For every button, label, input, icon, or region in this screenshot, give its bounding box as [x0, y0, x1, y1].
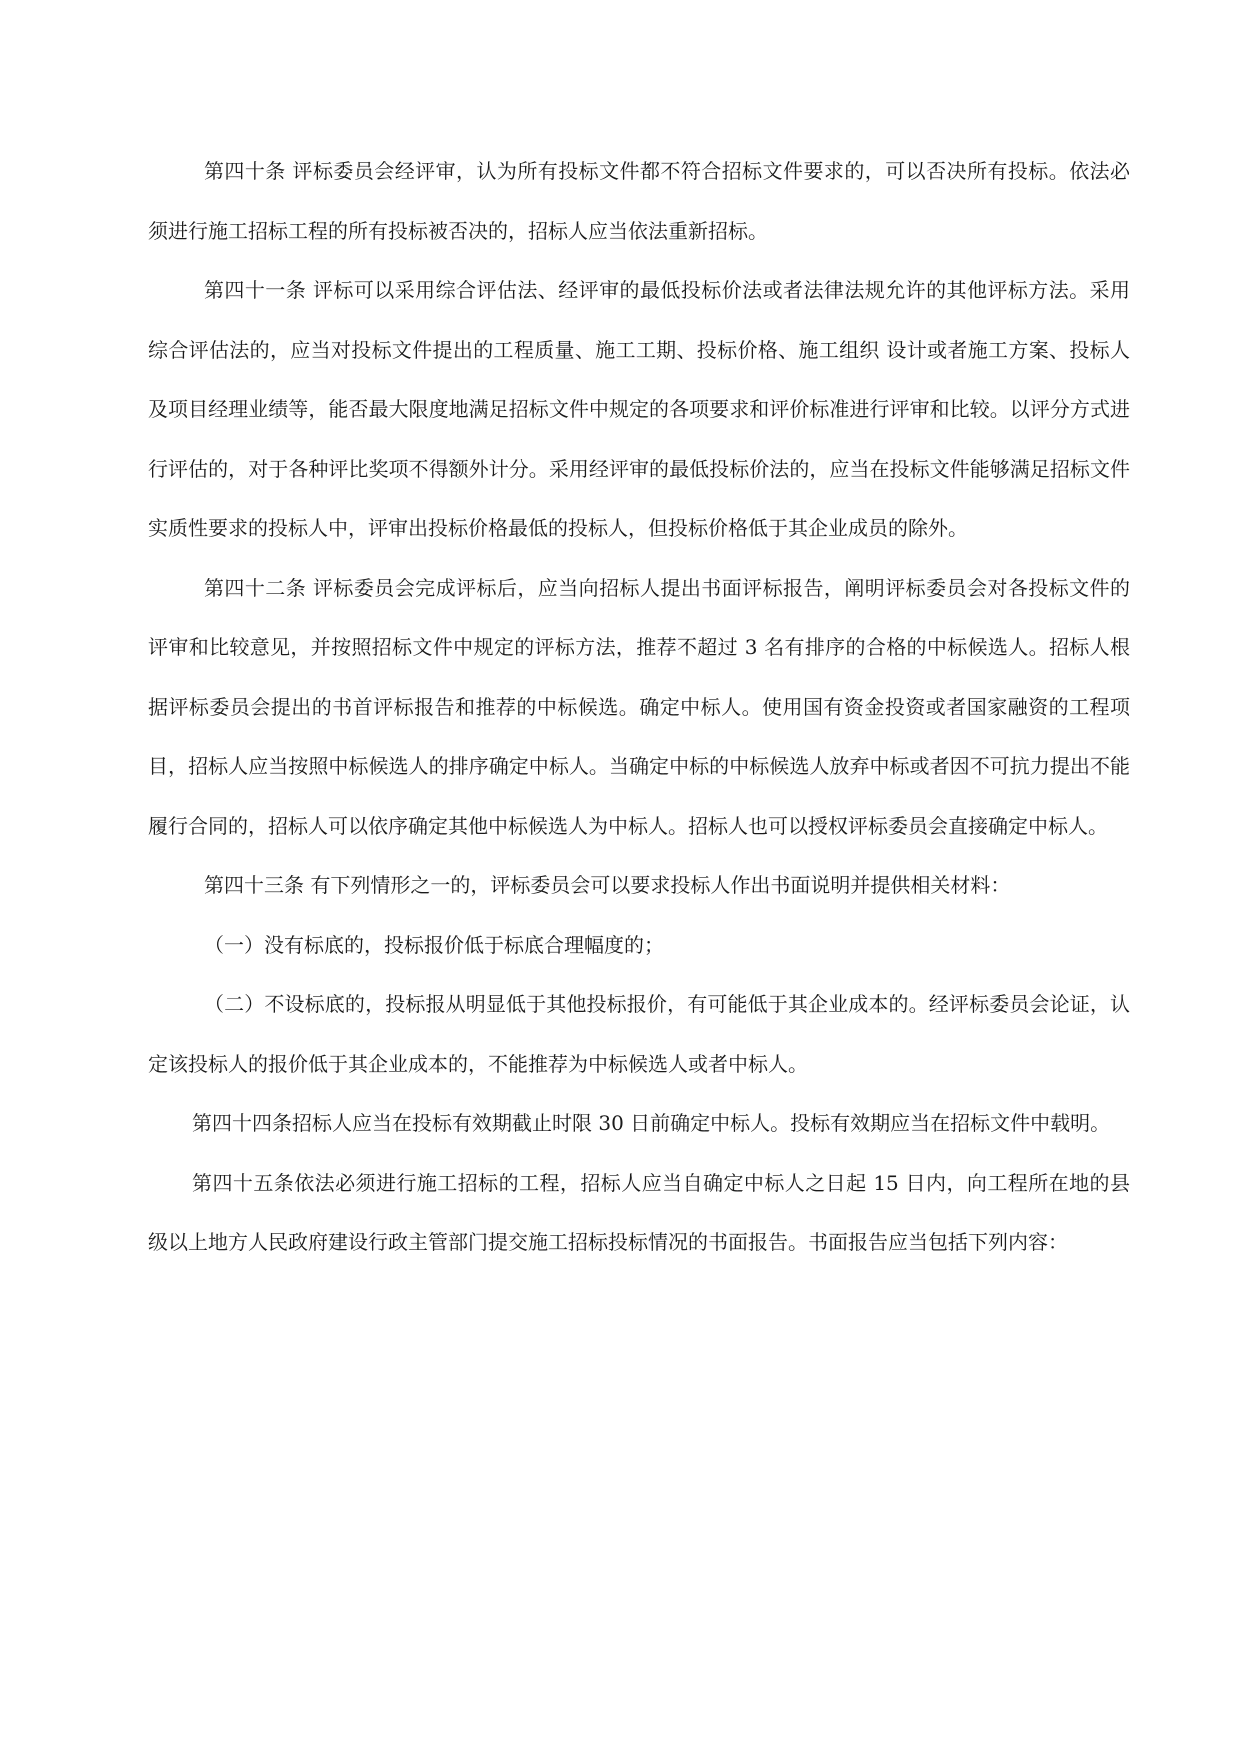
article-45-paragraph: 第四十五条依法必须进行施工招标的工程，招标人应当自确定中标人之日起 15 日内，向工程所在地的县级以上地方人民政府建设行政主管部门提交施工招标投标情况的书面报告。书面报告应当包括下列内容： [148, 1170, 1130, 1254]
article-40-paragraph: 第四十条 评标委员会经评审，认为所有投标文件都不符合招标文件要求的，可以否决所有投标。依法必须进行施工招标工程的所有投标被否决的，招标人应当依法重新招标。 [148, 159, 1130, 243]
article-41-paragraph: 第四十一条 评标可以采用综合评估法、经评审的最低投标价法或者法律法规允许的其他评标方法。采用综合评估法的，应当对投标文件提出的工程质量、施工工期、投标价格、施工组织 设计或者施工方案、投标人及项目经理业绩等，能否最大限度地满足招标文件中规定的各项要求和评价标准进行评审和比较。以评分方式进行评估的，对于各种评比奖项不得额外计分。采用经评审的最低投标价法的，应当在投标文件能够满足招标文件实质性要求的投标人中，评审出投标价格最低的投标人，但投标价格低于其企业成员的除外。 [148, 278, 1130, 540]
article-43-item-1: （一）没有标底的，投标报价低于标底合理幅度的； [204, 932, 664, 957]
article-43-paragraph: 第四十三条 有下列情形之一的，评标委员会可以要求投标人作出书面说明并提供相关材料： [204, 873, 1011, 897]
article-44-paragraph: 第四十四条招标人应当在投标有效期截止时限 30 日前确定中标人。投标有效期应当在招标文件中载明。 [192, 1111, 1111, 1135]
article-42-paragraph: 第四十二条 评标委员会完成评标后，应当向招标人提出书面评标报告，阐明评标委员会对各投标文件的评审和比较意见，并按照招标文件中规定的评标方法，推荐不超过 3 名有排序的合格的中标候选人。招标人根据评标委员会提出的书首评标报告和推荐的中标候选。确定中标人。使用国有资金投资或者国家融资的工程项目，招标人应当按照中标候选人的排序确定中标人。当确定中标的中标候选人放弃中标或者因不可抗力提出不能履行合同的，招标人可以依序确定其他中标候选人为中标人。招标人也可以授权评标委员会直接确定中标人。 [148, 575, 1130, 838]
document-body [148, 142, 1130, 1273]
article-43-item-2: （二）不设标底的，投标报从明显低于其他投标报价，有可能低于其企业成本的。经评标委员会论证，认定该投标人的报价低于其企业成本的，不能推荐为中标候选人或者中标人。 [148, 992, 1130, 1076]
